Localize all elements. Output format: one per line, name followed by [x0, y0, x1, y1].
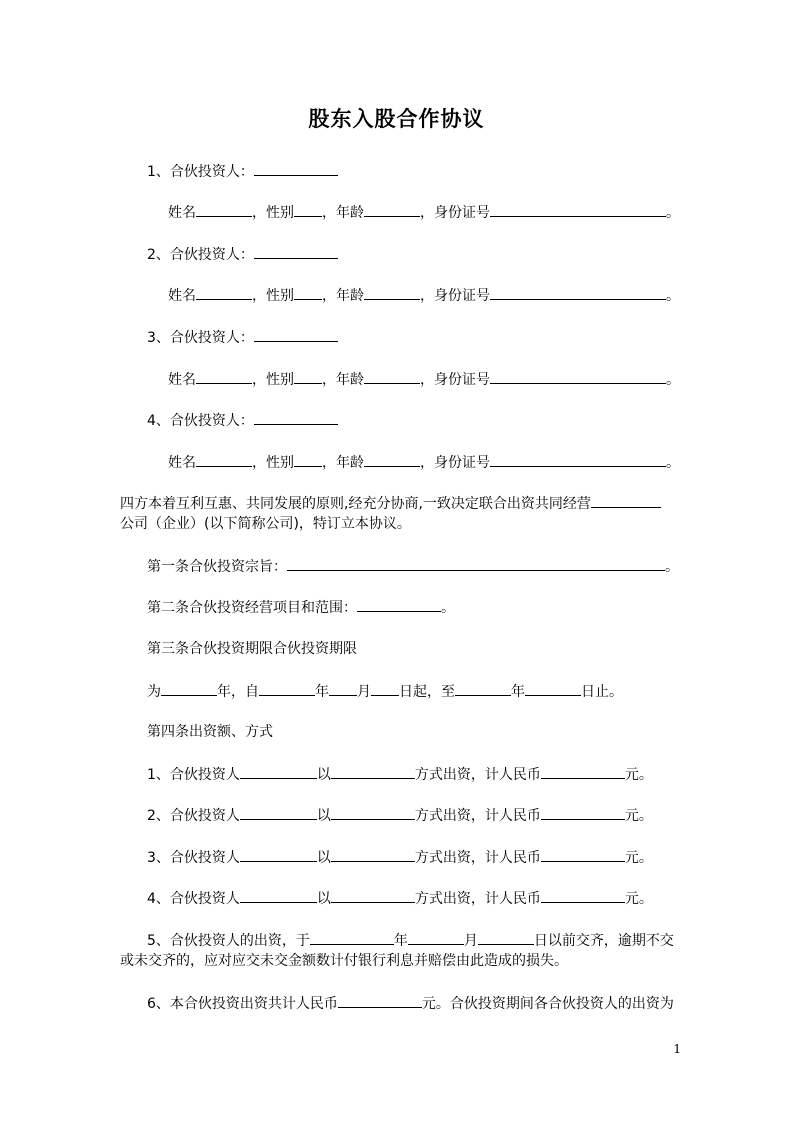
intro-text: 四方本着互利互惠、共同发展的原则,经充分协商,一致决定联合出资共同经营 [120, 496, 591, 512]
blank-field [541, 765, 625, 779]
blank-field [525, 682, 581, 696]
article-2 [147, 598, 455, 617]
contribution-row [147, 848, 653, 867]
item-text: 元。合伙投资期间各合伙投资人的出资为 [421, 996, 674, 1012]
blank-field [196, 453, 252, 467]
row-text: 以 [316, 808, 331, 824]
article-label: 第二条合伙投资经营项目和范围： [147, 600, 357, 616]
row-text: 3、合伙投资人 [147, 850, 240, 866]
investor-heading [147, 328, 338, 347]
blank-field [254, 245, 338, 259]
age-label: ，年龄 [322, 288, 364, 304]
contribution-row [147, 806, 653, 825]
intro-line-2 [120, 515, 411, 533]
blank-field [408, 931, 464, 945]
id-label: ，身份证号 [420, 372, 490, 388]
gender-label: ，性别 [252, 288, 294, 304]
id-label: ，身份证号 [420, 455, 490, 471]
investor-label: 1、合伙投资人： [147, 164, 254, 180]
article-label: 第一条合伙投资宗旨： [147, 559, 287, 575]
row-text: 以 [316, 767, 331, 783]
blank-field [254, 162, 338, 176]
blank-field [259, 682, 315, 696]
item-text: 5、合伙投资人的出资，于 [147, 933, 310, 949]
blank-field [490, 370, 666, 384]
age-label: ，年龄 [322, 372, 364, 388]
punctuation: 。 [666, 288, 680, 304]
id-label: ，身份证号 [420, 205, 490, 221]
blank-field [490, 203, 666, 217]
row-text: 1、合伙投资人 [147, 767, 240, 783]
investor-details [168, 453, 680, 472]
row-text: 元。 [624, 808, 653, 824]
blank-field [541, 848, 625, 862]
item-5-line-1 [147, 931, 674, 950]
investor-details [168, 203, 680, 222]
blank-field [455, 682, 511, 696]
punctuation: 。 [441, 600, 455, 616]
term-text: 年 [315, 684, 329, 700]
blank-field [240, 806, 317, 820]
punctuation: 。 [666, 455, 680, 471]
blank-field [254, 411, 338, 425]
row-text: 方式出资，计人民币 [414, 808, 541, 824]
blank-field [331, 765, 415, 779]
investor-heading [147, 162, 338, 181]
blank-field [240, 848, 317, 862]
investor-heading [147, 411, 338, 430]
document-title: 股东入股合作协议 [308, 106, 485, 131]
gender-label: ，性别 [252, 455, 294, 471]
contribution-row [147, 889, 653, 908]
blank-field [364, 203, 420, 217]
name-label: 姓名 [168, 288, 196, 304]
article-label: 第三条合伙投资期限合伙投资期限 [147, 641, 357, 657]
term-text: 日起，至 [399, 684, 455, 700]
blank-field [294, 370, 322, 384]
investor-details [168, 286, 680, 305]
item-text: 日以前交齐，逾期不交 [533, 933, 674, 949]
gender-label: ，性别 [252, 372, 294, 388]
intro-text: 公司（企业）(以下简称公司)，特订立本协议。 [120, 516, 411, 532]
name-label: 姓名 [168, 205, 196, 221]
blank-field [331, 848, 415, 862]
blank-field [364, 453, 420, 467]
intro-line-1 [120, 494, 661, 513]
row-text: 4、合伙投资人 [147, 891, 240, 907]
age-label: ，年龄 [322, 205, 364, 221]
blank-field [490, 286, 666, 300]
blank-field [364, 286, 420, 300]
blank-field [294, 203, 322, 217]
row-text: 方式出资，计人民币 [414, 767, 541, 783]
blank-field [331, 889, 415, 903]
id-label: ，身份证号 [420, 288, 490, 304]
investor-details [168, 370, 680, 389]
blank-field [287, 557, 665, 571]
blank-field [294, 286, 322, 300]
item-6 [147, 994, 674, 1013]
investor-label: 4、合伙投资人： [147, 413, 254, 429]
page-number: 1 [673, 1042, 681, 1056]
term-text: 年，自 [217, 684, 259, 700]
blank-field [240, 765, 317, 779]
blank-field [196, 203, 252, 217]
row-text: 以 [316, 891, 331, 907]
blank-field [161, 682, 217, 696]
item-text: 或未交齐的，应对应交未交金额数计付银行利息并赔偿由此造成的损失。 [120, 953, 568, 969]
gender-label: ，性别 [252, 205, 294, 221]
row-text: 方式出资，计人民币 [414, 891, 541, 907]
article-1 [147, 557, 679, 576]
punctuation: 。 [666, 205, 680, 221]
row-text: 以 [316, 850, 331, 866]
blank-field [254, 328, 338, 342]
term-text: 年 [511, 684, 525, 700]
article-3-term [147, 682, 623, 701]
blank-field [364, 370, 420, 384]
punctuation: 。 [666, 372, 680, 388]
blank-field [541, 806, 625, 820]
blank-field [338, 994, 422, 1008]
row-text: 元。 [624, 850, 653, 866]
blank-field [196, 370, 252, 384]
blank-field [490, 453, 666, 467]
term-text: 月 [357, 684, 371, 700]
article-label: 第四条出资额、方式 [147, 724, 273, 740]
article-3-heading [147, 640, 357, 658]
item-text: 月 [463, 933, 478, 949]
name-label: 姓名 [168, 455, 196, 471]
investor-heading [147, 245, 338, 264]
row-text: 方式出资，计人民币 [414, 850, 541, 866]
age-label: ，年龄 [322, 455, 364, 471]
item-text: 年 [393, 933, 408, 949]
punctuation: 。 [665, 559, 679, 575]
item-text: 6、本合伙投资出资共计人民币 [147, 996, 338, 1012]
blank-field [357, 598, 441, 612]
investor-label: 3、合伙投资人： [147, 330, 254, 346]
name-label: 姓名 [168, 372, 196, 388]
blank-field [196, 286, 252, 300]
row-text: 元。 [624, 767, 653, 783]
investor-label: 2、合伙投资人： [147, 247, 254, 263]
term-text: 日止。 [581, 684, 623, 700]
contribution-row [147, 765, 653, 784]
row-text: 2、合伙投资人 [147, 808, 240, 824]
blank-field [331, 806, 415, 820]
blank-field [294, 453, 322, 467]
blank-field [478, 931, 534, 945]
blank-field [240, 889, 317, 903]
blank-field [591, 494, 661, 508]
item-5-line-2 [120, 952, 568, 970]
blank-field [371, 682, 399, 696]
row-text: 元。 [624, 891, 653, 907]
blank-field [310, 931, 394, 945]
term-text: 为 [147, 684, 161, 700]
article-4-heading [147, 723, 273, 741]
blank-field [329, 682, 357, 696]
blank-field [541, 889, 625, 903]
